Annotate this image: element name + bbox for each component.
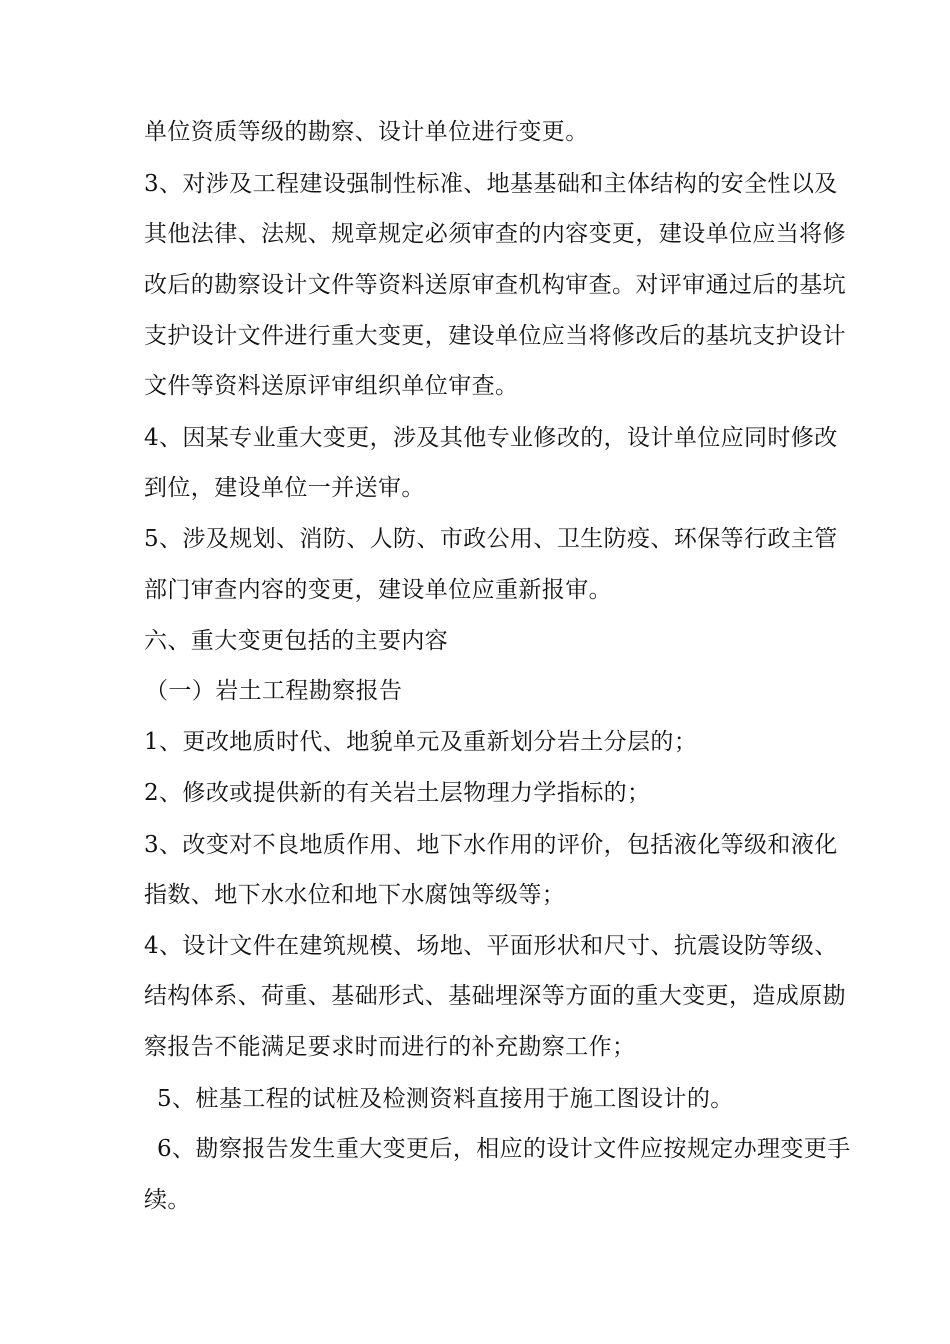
- text-line: 2、修改或提供新的有关岩土层物理力学指标的；: [144, 780, 651, 806]
- text-line: 部门审查内容的变更，建设单位应重新报审。: [144, 577, 612, 603]
- text-line: 4、因某专业重大变更，涉及其他专业修改的，设计单位应同时修改: [144, 425, 838, 451]
- text-line: 5、桩基工程的试桩及检测资料直接用于施工图设计的。: [157, 1086, 734, 1112]
- text-line: 察报告不能满足要求时而进行的补充勘察工作；: [144, 1034, 636, 1060]
- text-line: 4、设计文件在建筑规模、场地、平面形状和尺寸、抗震设防等级、: [144, 933, 838, 959]
- text-line: 指数、地下水水位和地下水腐蚀等级等；: [144, 882, 566, 908]
- subsection-heading: （一）岩土工程勘察报告: [145, 678, 403, 704]
- text-line: 续。: [144, 1187, 191, 1213]
- section-heading: 六、重大变更包括的主要内容: [144, 628, 449, 654]
- text-line: 其他法律、法规、规章规定必须审查的内容变更，建设单位应当将修: [144, 221, 846, 247]
- text-line: 6、勘察报告发生重大变更后，相应的设计文件应按规定办理变更手: [157, 1136, 851, 1162]
- text-line: 支护设计文件进行重大变更，建设单位应当将修改后的基坑支护设计: [144, 323, 846, 349]
- text-line: 改后的勘察设计文件等资料送原审查机构审查。对评审通过后的基坑: [144, 272, 846, 298]
- text-line: 文件等资料送原评审组织单位审查。: [144, 373, 519, 399]
- text-line: 5、涉及规划、消防、人防、市政公用、卫生防疫、环保等行政主管: [144, 526, 838, 552]
- text-line: 1、更改地质时代、地貌单元及重新划分岩土分层的；: [144, 729, 698, 755]
- text-line: 到位，建设单位一并送审。: [144, 475, 425, 501]
- text-line: 单位资质等级的勘察、设计单位进行变更。: [144, 119, 589, 145]
- text-line: 3、改变对不良地质作用、地下水作用的评价，包括液化等级和液化: [144, 832, 838, 858]
- text-line: 3、对涉及工程建设强制性标准、地基基础和主体结构的安全性以及: [144, 171, 838, 197]
- text-line: 结构体系、荷重、基础形式、基础埋深等方面的重大变更，造成原勘: [144, 983, 846, 1009]
